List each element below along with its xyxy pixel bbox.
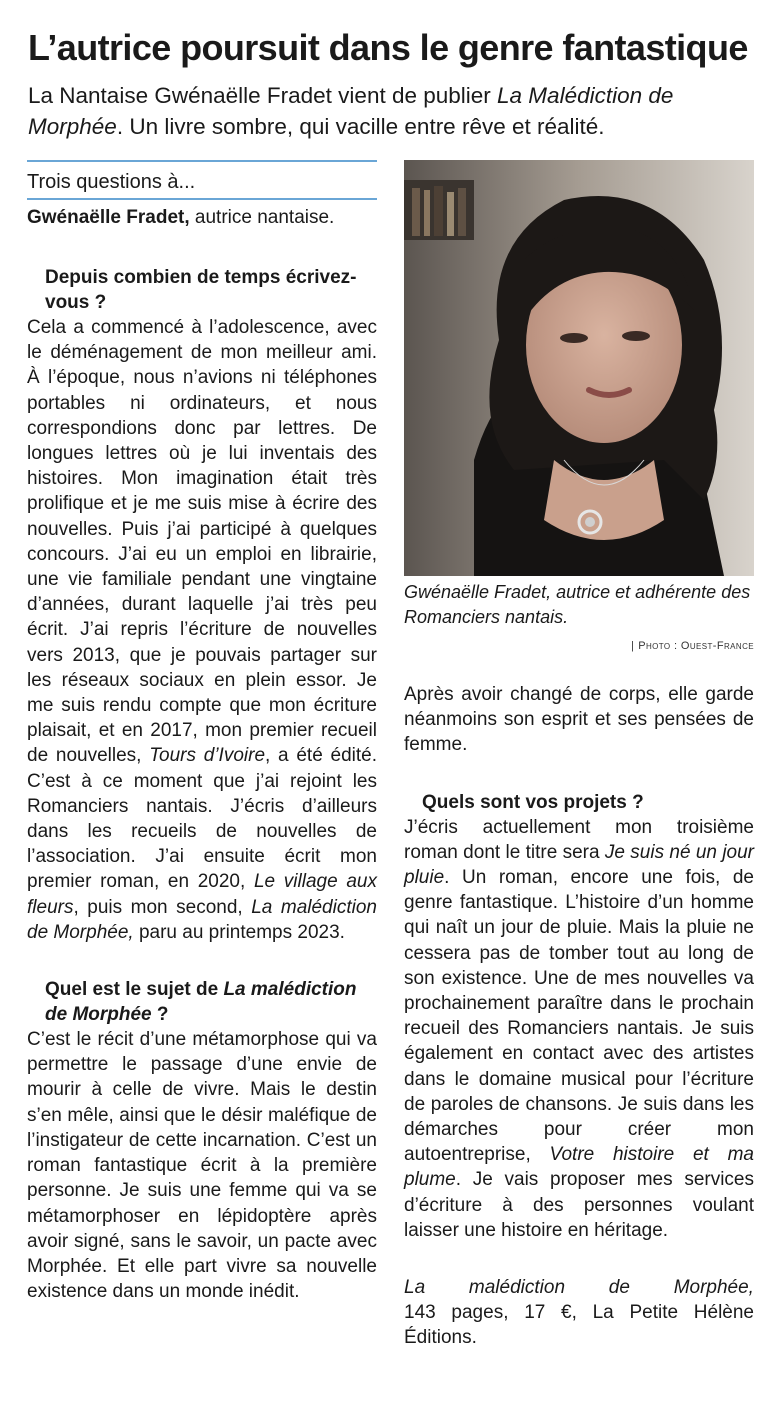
photo-credit-separator: |: [630, 640, 635, 652]
headline: L’autrice poursuit dans le genre fantastique: [28, 27, 748, 68]
author-photo: [404, 160, 754, 576]
question-2: [27, 977, 377, 1027]
question-1: Depuis combien de temps écrivez-vous ?: [45, 267, 357, 313]
answer-3-text-c: . Je vais proposer mes services d’écriture à des personnes voulant laisser une histoire en héritage.: [404, 1169, 754, 1241]
standfirst-text-end: . Un livre sombre, qui vacille entre rêve et réalité.: [116, 114, 605, 139]
answer-1-text-a: Cela a commencé à l’adolescence, avec le déménagement de mon meilleur ami. À l’époque, nous n’avions ni téléphones portables ni ordinateurs, et nous correspondions donc par lettres. De longues lettres où je lui inventais des histoires. Mon imagination était très prolifique et je me suis mise à écrire des nouvelles. Puis j’ai participé à quelques concours. J’ai eu un emploi en librairie, une vie familiale pendant une vingtaine d’années, durant laquelle j’ai très peu écrit. J’ai repris l’écriture de nouvelles vers 2013, que je pouvais partager sur les réseaux sociaux en plein essor. Je me suis rendu compte que mon écriture plaisait, et en 2017, mon premier recueil de nouvelles,: [27, 317, 377, 767]
answer-2-right: Après avoir changé de corps, elle garde néanmoins son esprit et ses pensées de femme.: [404, 684, 754, 756]
right-column: [404, 682, 754, 1351]
answer-3: [404, 815, 754, 1243]
photo-credit-text: Photo : Ouest-France: [638, 640, 754, 652]
left-column: [27, 160, 377, 1304]
book-title-line: [404, 1275, 754, 1300]
question-3: Quels sont vos projets ?: [422, 791, 644, 813]
book-title-word-4: Morphée,: [673, 1277, 754, 1299]
answer-1-title-1: Tours d’Ivoire: [149, 745, 266, 767]
author-portrait-illustration: [404, 160, 754, 576]
book-details: 143 pages, 17 €, La Petite Hélène Éditions.: [404, 1302, 754, 1349]
answer-2-left: C’est le récit d’une métamorphose qui va permettre le passage d’une envie de mourir à celle de vivre. Mais le destin s’en mêle, ainsi que le désir maléfique de l’instigateur de cette incarnation. C’est un roman fantastique écrit à la première personne. Je suis une femme qui va se métamorphoser en lépidoptère après avoir signé, sans le savoir, un pacte avec Morphée. Et elle part vivre sa nouvelle existence dans un monde inédit.: [27, 1029, 377, 1303]
book-title-word-3: de: [608, 1277, 630, 1299]
interviewee-role: autrice nantaise.: [189, 207, 335, 228]
standfirst: [28, 80, 728, 142]
interviewee-name: Gwénaëlle Fradet,: [27, 207, 190, 228]
book-title-word-1: La: [404, 1277, 426, 1299]
interviewee: [27, 206, 377, 230]
standfirst-book-title: La Malédiction de Morphée: [28, 83, 674, 139]
answer-1-text-b: , a été édité. C’est à ce moment que j’ai rejoint les Romanciers nantais. J’écris d’ailleurs dans les recueils de nouvelles de l’association. J’ai ensuite écrit mon premier roman, en 2020,: [27, 745, 377, 893]
book-reference: [404, 1275, 754, 1351]
book-title-word-2: malédiction: [468, 1277, 566, 1299]
photo-caption: Gwénaëlle Fradet, autrice et adhérente des Romanciers nantais.: [404, 582, 751, 627]
answer-3-text-a: J’écris actuellement mon troisième roman dont le titre sera: [404, 816, 754, 863]
answer-3-title-1: Je suis né un jour pluie: [404, 841, 754, 889]
answer-3-title-2: Votre histoire et ma plume: [404, 1144, 754, 1191]
answer-1: [27, 315, 377, 945]
answer-3-text-b: . Un roman, encore une fois, de genre fantastique. L’histoire d’un homme qui naît un jour de pluie. Mais la pluie ne cessera pas de tomber tout au long de son existence. Une de mes nouvelles va prochainement paraître dans le prochain recueil des Romanciers nantais. Je suis également en contact avec des artistes dans le domaine musical pour l’écriture de paroles de chansons. Je suis dans les démarches pour créer mon autoentreprise,: [404, 867, 754, 1166]
answer-1-title-3: La malédiction de Morphée,: [27, 896, 377, 943]
answer-1-text-d: paru au printemps 2023.: [133, 921, 345, 943]
standfirst-text: La Nantaise Gwénaëlle Fradet vient de publier: [28, 83, 498, 108]
question-2-text: Quel est le sujet de: [45, 979, 224, 1001]
interview-box-title: Trois questions à...: [27, 162, 377, 200]
answer-1-text-c: , puis mon second,: [73, 896, 252, 918]
question-2-title: La malédiction de Morphée: [45, 979, 357, 1026]
question-2-end: ?: [151, 1004, 169, 1026]
photo-credit: [631, 640, 754, 652]
answer-1-title-2: Le village aux fleurs: [27, 871, 377, 918]
